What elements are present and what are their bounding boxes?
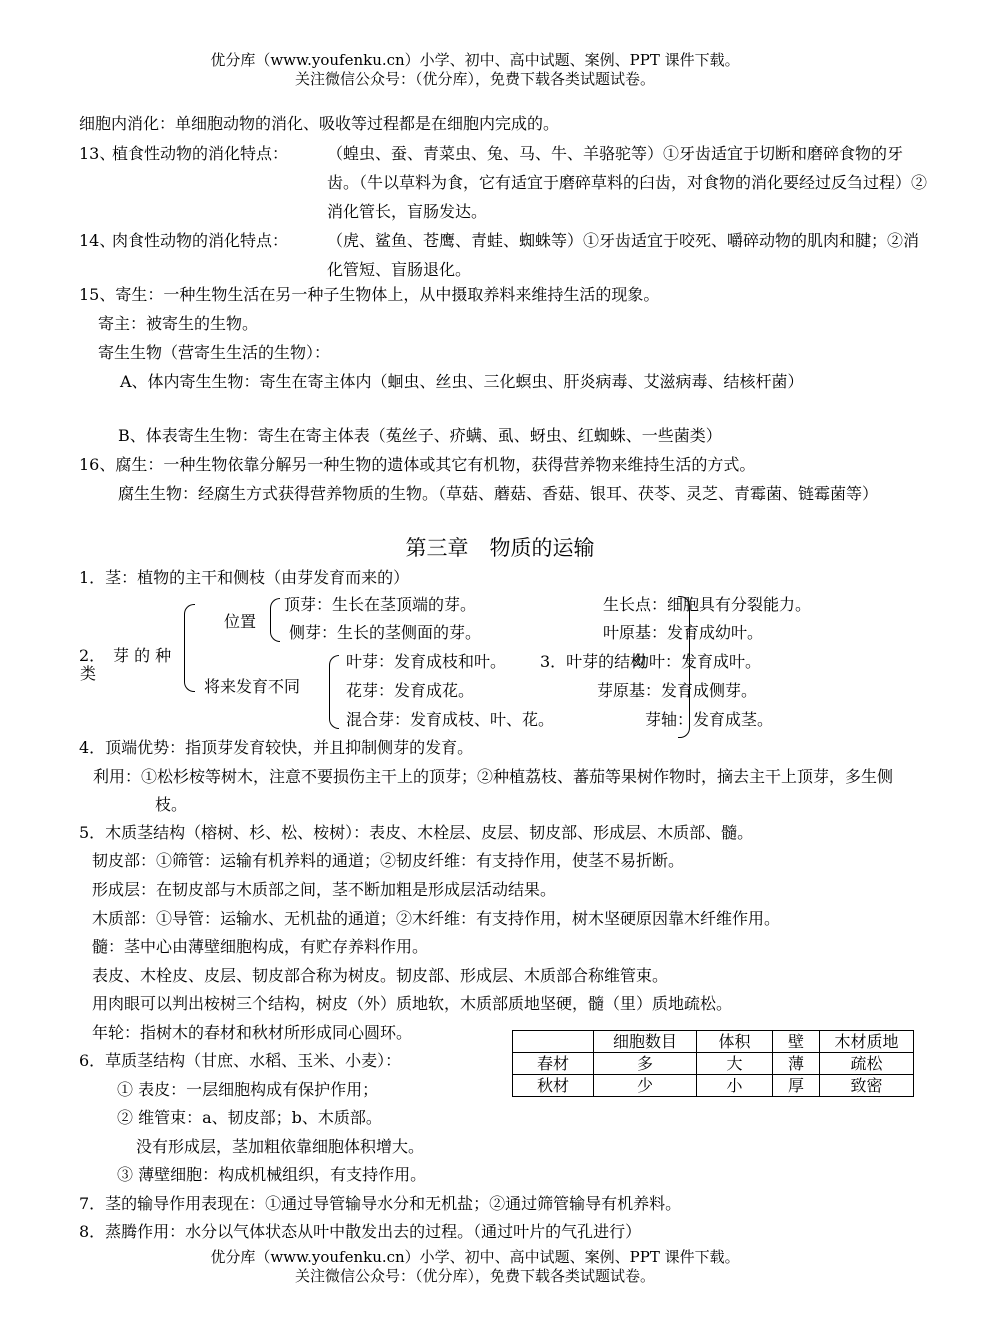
position-brace (270, 598, 280, 642)
bud-types-label: 芽 的 种 (113, 646, 172, 665)
table-cell: 大 (697, 1053, 773, 1075)
parasite-internal: A、体内寄生生物：寄生在寄主体内（蛔虫、丝虫、三化螟虫、肝炎病毒、艾滋病毒、结核杆菌） (120, 372, 804, 391)
item-8-transpiration: 8．蒸腾作用：水分以气体状态从叶中散发出去的过程。（通过叶片的气孔进行） (79, 1222, 642, 1241)
bark-definition: 表皮、木栓皮、皮层、韧皮部合称为树皮。韧皮部、形成层、木质部合称维管束。 (92, 966, 669, 985)
table-header-cell: 体积 (697, 1031, 773, 1053)
item-5-woody-stem: 5．木质茎结构（榕树、杉、松、桉树）：表皮、木栓层、皮层、韧皮部、形成层、木质部、髓。 (79, 823, 754, 842)
young-leaf: 幼叶：发育成叶。 (633, 652, 762, 671)
item-1-stem: 1．茎：植物的主干和侧枝（由芽发育而来的） (79, 568, 410, 587)
header-line-2: 关注微信公众号：（优分库），免费下载各类试题试卷。 (294, 70, 655, 88)
item-14-number: 14、 (79, 231, 116, 250)
table-row (513, 1075, 914, 1097)
table-cell: 薄 (773, 1053, 820, 1075)
bud-primordium: 芽原基：发育成侧芽。 (597, 681, 758, 700)
item-7-conduction: 7．茎的输导作用表现在：①通过导管输导水分和无机盐；②通过筛管输导有机养料。 (79, 1194, 682, 1213)
item-4-application: 利用：①松杉桉等树木，注意不要损伤主干上的顶芽；②种植荔枝、蕃茄等果树作物时，摘去主干上顶芽，多生侧枝。 (93, 767, 894, 814)
annual-ring: 年轮：指树木的春材和秋材所形成同心圆环。 (92, 1023, 413, 1042)
table-cell: 秋材 (513, 1075, 594, 1097)
bud-types-label-tail: 类 (80, 664, 97, 683)
item-15-parasitism: 15、寄生：一种生物生活在另一种子生物体上，从中摄取养料来维持生活的现象。 (79, 285, 660, 304)
future-development-label: 将来发育不同 (204, 677, 301, 696)
table-cell: 疏松 (820, 1053, 914, 1075)
cambium: 形成层：在韧皮部与木质部之间，茎不断加粗是形成层活动结果。 (92, 880, 557, 899)
naked-eye-structures: 用肉眼可以判出桉树三个结构，树皮（外）质地软，木质部质地坚硬，髓（里）质地疏松。 (92, 994, 733, 1013)
wood-comparison-table (512, 1030, 914, 1097)
page-header (0, 51, 950, 89)
table-cell: 厚 (773, 1075, 820, 1097)
table-cell: 春材 (513, 1053, 594, 1075)
footer-line-2: 关注微信公众号：（优分库），免费下载各类试题试卷。 (294, 1267, 655, 1285)
xylem: 木质部：①导管：运输水、无机盐的通道；②木纤维：有支持作用，树木坚硬原因靠木纤维作用。 (92, 909, 781, 928)
lateral-bud: 侧芽：生长的茎侧面的芽。 (289, 623, 482, 642)
saprophyte-definition: 腐生生物：经腐生方式获得营养物质的生物。（草菇、蘑菇、香菇、银耳、茯苓、灵芝、青霉菌、链霉菌等） (118, 484, 879, 503)
leaf-bud: 叶芽：发育成枝和叶。 (346, 652, 507, 671)
table-header-cell: 壁 (773, 1031, 820, 1053)
item-6-herbaceous-stem: 6．草质茎结构（甘庶、水稻、玉米、小麦）： (79, 1051, 402, 1070)
table-cell: 少 (594, 1075, 697, 1097)
item-14-label: 肉食性动物的消化特点： (112, 231, 289, 250)
bud-types-brace (184, 604, 195, 692)
table-cell: 多 (594, 1053, 697, 1075)
parasite-definition: 寄生生物（营寄生生活的生物）： (98, 343, 331, 362)
terminal-bud: 顶芽：生长在茎顶端的芽。 (284, 595, 477, 614)
table-header-cell: 细胞数目 (594, 1031, 697, 1053)
item-6-parenchyma: ③ 薄壁细胞：构成机械组织，有支持作用。 (117, 1165, 427, 1184)
leaf-bud-structure-label: 3．叶芽的结构 (540, 652, 647, 671)
bud-types-number: 2． (79, 646, 106, 665)
leaf-primordium: 叶原基：发育成幼叶。 (603, 623, 764, 642)
table-row (513, 1053, 914, 1075)
item-13-body: （蝗虫、蚕、青菜虫、兔、马、牛、羊骆驼等）①牙齿适宜于切断和磨碎食物的牙齿。（牛以草料为食，它有适宜于磨碎草料的臼齿，对食物的消化要经过反刍过程）②消化管长，盲肠发达。 (327, 144, 928, 221)
item-14-body: （虎、鲨鱼、苍鹰、青蛙、蜘蛛等）①牙齿适宜于咬死、嚼碎动物的肌肉和腱；②消化管短、盲肠退化。 (327, 231, 920, 279)
header-line-1: 优分库（www.youfenku.cn）小学、初中、高中试题、案例、PPT 课件下载。 (210, 51, 740, 69)
page-footer (0, 1248, 950, 1286)
table-cell: 小 (697, 1075, 773, 1097)
chapter-title: 第三章 物质的运输 (405, 536, 595, 560)
item-6-epidermis: ① 表皮：一层细胞构成有保护作用； (117, 1080, 379, 1099)
table-header-row (513, 1031, 914, 1053)
item-6-vascular-bundle: ② 维管束：a、韧皮部；b、木质部。 (117, 1108, 382, 1127)
pith: 髓：茎中心由薄壁细胞构成，有贮存养料作用。 (92, 937, 429, 956)
item-13 (79, 139, 929, 229)
footer-line-1: 优分库（www.youfenku.cn）小学、初中、高中试题、案例、PPT 课件下载。 (210, 1248, 740, 1266)
item-6-no-cambium: 没有形成层，茎加粗依靠细胞体积增大。 (136, 1137, 425, 1156)
table-header-cell: 木材质地 (820, 1031, 914, 1053)
item-4-apical-dominance: 4．顶端优势：指顶芽发育较快，并且抑制侧芽的发育。 (79, 738, 474, 757)
host-definition: 寄主：被寄生的生物。 (98, 314, 259, 333)
table-header-cell (513, 1031, 594, 1053)
growth-point: 生长点：细胞具有分裂能力。 (603, 595, 812, 614)
parasite-external: B、体表寄生生物：寄生在寄主体表（菟丝子、疥螨、虱、蚜虫、红蜘蛛、一些菌类） (118, 426, 722, 445)
item-16-saprophytism: 16、腐生：一种生物依靠分解另一种生物的遗体或其它有机物，获得营养物来维持生活的方式。 (79, 455, 756, 474)
bud-axis: 芽轴：发育成茎。 (645, 710, 774, 729)
future-brace (329, 655, 339, 729)
mixed-bud: 混合芽：发育成枝、叶、花。 (346, 710, 555, 729)
flower-bud: 花芽：发育成花。 (346, 681, 475, 700)
item-14 (79, 226, 929, 286)
position-label: 位置 (224, 612, 257, 631)
item-13-label: 植食性动物的消化特点： (112, 144, 289, 163)
item-13-number: 13、 (79, 144, 116, 163)
table-cell: 致密 (820, 1075, 914, 1097)
intracellular-digestion: 细胞内消化：单细胞动物的消化、吸收等过程都是在细胞内完成的。 (79, 114, 560, 133)
phloem: 韧皮部：①筛管：运输有机养料的通道；②韧皮纤维：有支持作用，使茎不易折断。 (92, 851, 685, 870)
